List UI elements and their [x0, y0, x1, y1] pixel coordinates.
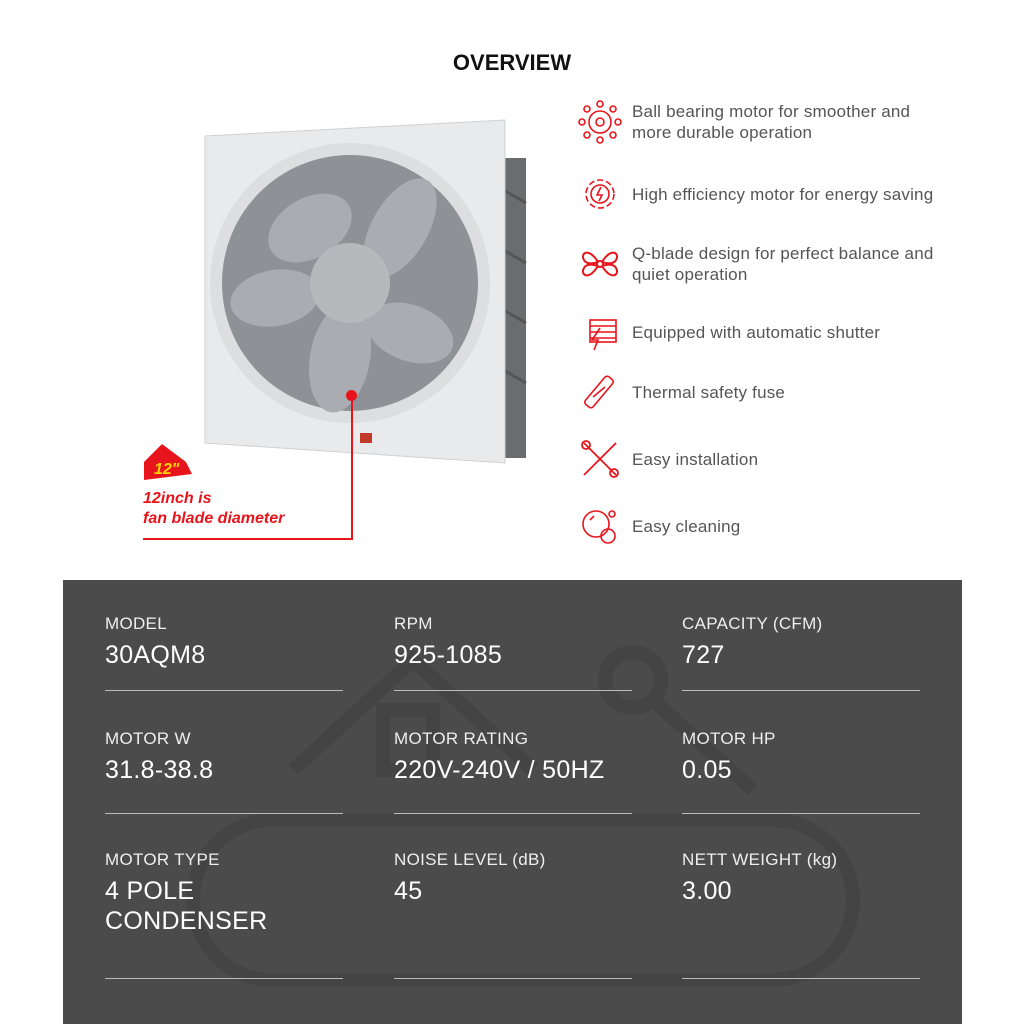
callout-underline — [143, 538, 353, 540]
spec-value: 4 POLE CONDENSER — [105, 877, 268, 935]
feature-efficiency — [578, 172, 938, 216]
spec-model — [105, 614, 343, 670]
spec-label: RPM — [394, 614, 433, 633]
spec-value: 3.00 — [682, 877, 732, 905]
feature-ball-bearing — [578, 100, 938, 144]
shutter-icon — [578, 310, 622, 354]
spec-label: MOTOR TYPE — [105, 850, 220, 869]
spec-value: 30AQM8 — [105, 641, 206, 669]
fan-blade-icon — [578, 242, 622, 286]
spec-label: MOTOR HP — [682, 729, 776, 748]
spec-label: MOTOR W — [105, 729, 191, 748]
spec-rpm — [394, 614, 632, 670]
spec-motor-hp — [682, 729, 920, 785]
size-badge — [142, 444, 198, 482]
gear-bolt-icon — [578, 172, 622, 216]
callout-text — [143, 489, 284, 529]
fuse-icon — [578, 370, 622, 414]
divider — [105, 690, 343, 691]
feature-q-blade — [578, 242, 938, 286]
feature-text: High efficiency motor for energy saving — [632, 184, 934, 204]
spec-label: NOISE LEVEL (dB) — [394, 850, 546, 869]
size-badge-text: 12" — [154, 461, 180, 478]
spec-value: 727 — [682, 641, 725, 669]
spec-label: NETT WEIGHT (kg) — [682, 850, 838, 869]
page-title: OVERVIEW — [452, 50, 572, 75]
spec-nett-weight — [682, 850, 920, 906]
feature-cleaning — [578, 504, 938, 548]
spec-motor-rating — [394, 729, 654, 785]
spec-label: MOTOR RATING — [394, 729, 529, 748]
spec-value: 0.05 — [682, 756, 732, 784]
feature-text: Ball bearing motor for smoother and more durable operation — [632, 102, 911, 142]
callout-line2: fan blade diameter — [143, 510, 285, 527]
feature-text: Q-blade design for perfect balance and quiet operation — [632, 244, 934, 284]
divider — [682, 690, 920, 691]
spec-value: 31.8-38.8 — [105, 756, 214, 784]
ball-bearing-icon — [578, 100, 622, 144]
divider — [105, 813, 343, 814]
spec-noise-level — [394, 850, 632, 906]
divider — [682, 813, 920, 814]
divider — [105, 978, 343, 979]
spec-value: 925-1085 — [394, 641, 503, 669]
callout-line1: 12inch is — [143, 490, 212, 507]
divider — [394, 813, 632, 814]
feature-text: Equipped with automatic shutter — [632, 322, 881, 342]
spec-value: 220V-240V / 50HZ — [394, 756, 605, 784]
feature-shutter — [578, 310, 938, 354]
spec-capacity — [682, 614, 920, 670]
spec-label: CAPACITY (CFM) — [682, 614, 823, 633]
spec-value: 45 — [394, 877, 423, 905]
spec-motor-w — [105, 729, 343, 785]
divider — [394, 690, 632, 691]
divider — [682, 978, 920, 979]
feature-fuse — [578, 370, 938, 414]
cleaning-icon — [578, 504, 622, 548]
feature-text: Easy cleaning — [632, 516, 741, 536]
feature-text: Thermal safety fuse — [632, 382, 786, 402]
spec-motor-type — [105, 850, 295, 936]
callout-line — [351, 395, 353, 540]
feature-installation — [578, 437, 938, 481]
exhaust-fan-image — [200, 118, 530, 468]
homesup-watermark-logo — [153, 620, 873, 1020]
spec-label: MODEL — [105, 614, 167, 633]
feature-text: Easy installation — [632, 449, 759, 469]
tools-icon — [578, 437, 622, 481]
divider — [394, 978, 632, 979]
